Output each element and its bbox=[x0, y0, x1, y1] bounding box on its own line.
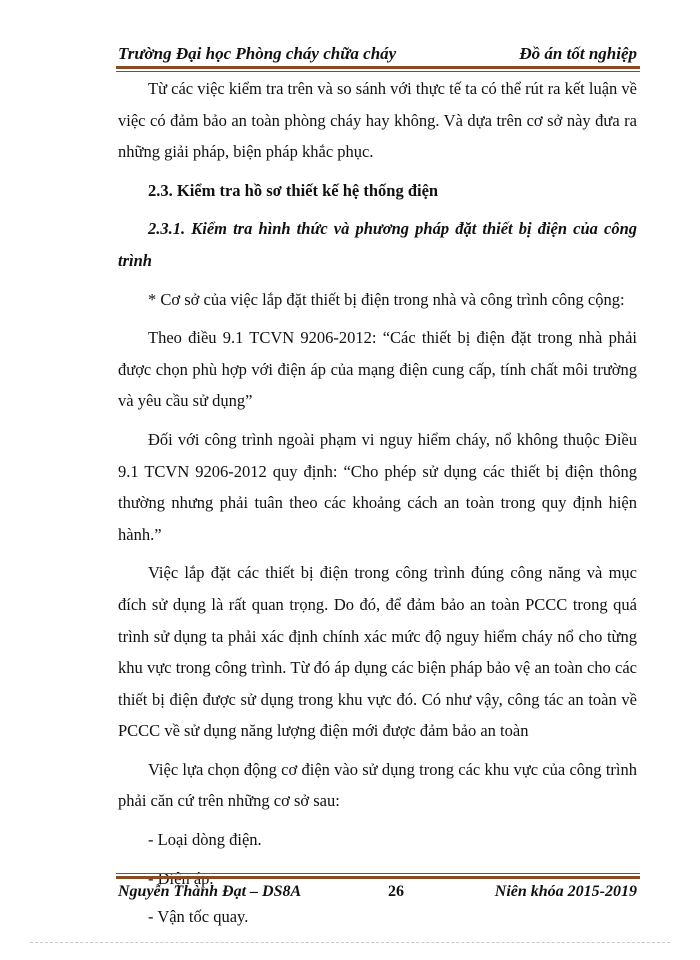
list-item: - Loại dòng điện. bbox=[148, 830, 262, 850]
paragraph-installation: Việc lắp đặt các thiết bị điện trong công trình đúng công năng và mục đích sử dụng là rất quan trọng. Do đó, để đảm bảo an toàn PCCC trong quá trình sử dụng ta phải xác định chính xác mức độ nguy hiểm cháy nổ cho từng khu vực trong công trình. Từ đó áp dụng các biện pháp bảo vệ an toàn cho các thiết bị điện được sử dụng trong khu vực đó. Có như vậy, công tác an toàn về PCCC về sử dụng năng lượng điện mới được đảm bảo an toàn bbox=[118, 563, 637, 741]
page-number: 26 bbox=[388, 883, 404, 900]
paragraph-tcvn-9-1: Theo điều 9.1 TCVN 9206-2012: “Các thiết bị điện đặt trong nhà phải được chọn phù hợp với điện áp của mạng điện cung cấp, tính chất môi trường và yêu cầu sử dụng” bbox=[118, 328, 637, 411]
footer-author: Nguyễn Thành Đạt – DS8A bbox=[118, 883, 302, 900]
footer-term: Niên khóa 2015-2019 bbox=[494, 883, 637, 900]
paragraph-outside-hazard: Đối với công trình ngoài phạm vi nguy hiểm cháy, nổ không thuộc Điều 9.1 TCVN 9206-2012 quy định: “Cho phép sử dụng các thiết bị điện thông thường nhưng phải tuân theo các khoảng cách an toàn trong quy định hiện hành.” bbox=[118, 429, 637, 544]
footer-rule-thick bbox=[116, 876, 640, 879]
header-rule-thick bbox=[116, 66, 640, 69]
header-rule-thin bbox=[116, 71, 640, 72]
page-header bbox=[118, 38, 637, 64]
paragraph-basis: * Cơ sở của việc lắp đặt thiết bị điện trong nhà và công trình công cộng: bbox=[148, 289, 625, 309]
list-item: - Vận tốc quay. bbox=[148, 907, 249, 927]
footer-rule-thin bbox=[116, 873, 640, 874]
page-body bbox=[118, 73, 637, 940]
section-heading-2-3: 2.3. Kiểm tra hồ sơ thiết kế hệ thống điện bbox=[148, 180, 439, 200]
paragraph-conclusion: Từ các việc kiểm tra trên và so sánh với thực tế ta có thể rút ra kết luận về việc có đảm bảo an toàn phòng cháy hay không. Và dựa trên cơ sở này đưa ra những giải pháp, biện pháp khắc phục. bbox=[118, 79, 637, 162]
header-school: Trường Đại học Phòng cháy chữa cháy bbox=[118, 44, 397, 63]
paragraph-motor-selection: Việc lựa chọn động cơ điện vào sử dụng trong các khu vực của công trình phải căn cứ trên những cơ sở sau: bbox=[118, 759, 637, 811]
section-heading-2-3-1: 2.3.1. Kiểm tra hình thức và phương pháp đặt thiết bị điện của công trình bbox=[118, 219, 637, 270]
page-break-line bbox=[30, 942, 670, 943]
header-doc-type: Đồ án tốt nghiệp bbox=[519, 44, 637, 63]
page-footer bbox=[118, 880, 637, 904]
